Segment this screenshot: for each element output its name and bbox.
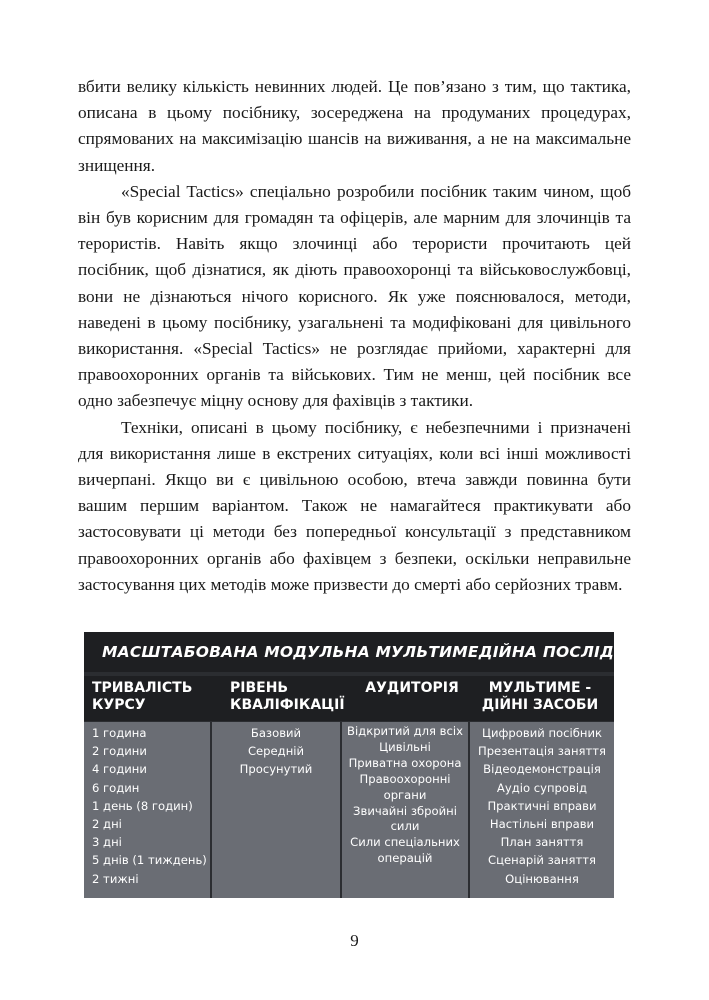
list-item: Презентація заняття xyxy=(477,744,607,759)
list-item: Відеодемонстрація xyxy=(483,762,601,777)
header-multimedia-tools: МУЛЬТИМЕ - ДІЙНІ ЗАСОБИ xyxy=(481,680,599,713)
list-item: Цивільні xyxy=(379,739,431,754)
list-item: Сценарій заняття xyxy=(488,853,596,868)
column-audience xyxy=(342,722,468,898)
header-audience: АУДИТОРІЯ xyxy=(365,680,459,696)
paragraph-2: «Special Tactics» спеціально розробили посібник таким чином, щоб він був корисним для громадян та офіцерів, але марним для злочинців та терористів. Навіть якщо злочинці або терористи прочитають цей посібник, щоб дізнатися, як діють правоохоронці та військовослужбовці, вони не дізнаються нічого корисного. Як уже пояснювалося, методи, наведені в цьому посібнику, узагальнені та модифіковані для цивільного використання. «Special Tactics» не розглядає прийоми, характерні для правоохоронних органів та військових. Тим не менш, цей посібник все одно забезпечує міцну основу для фахівців з тактики. xyxy=(78,181,631,411)
list-item: Сили спеціальних xyxy=(350,835,460,850)
list-item: 4 години xyxy=(92,762,147,777)
list-item: операцій xyxy=(377,851,433,866)
column-multimedia-tools xyxy=(470,722,614,898)
body-text xyxy=(78,74,631,598)
column-qualification-level xyxy=(212,722,340,898)
column-course-duration xyxy=(84,722,210,898)
list-item: 1 день (8 годин) xyxy=(92,798,193,813)
list-item: 2 дні xyxy=(92,817,122,832)
table-title: МАСШТАБОВАНА МОДУЛЬНА МУЛЬТИМЕДІЙНА ПОСЛІДОВНІСТЬ xyxy=(84,632,614,672)
list-item: Оцінювання xyxy=(505,871,579,886)
multimedia-sequence-table xyxy=(84,632,693,898)
list-item: 5 днів (1 тиждень) xyxy=(92,853,207,868)
list-item: 2 години xyxy=(92,744,147,759)
list-item: Практичні вправи xyxy=(487,798,597,813)
list-item: Середній xyxy=(247,744,305,759)
list-item: План заняття xyxy=(500,835,584,850)
paragraph-3: Техніки, описані в цьому посібнику, є небезпечними і призначені для використання лише в екстрених ситуаціях, коли всі інші можливості вичерпані. Якщо ви є цивільною особою, втеча завжди повинна бути вашим першим варіантом. Також не намагайтеся практикувати або застосовувати ці методи без попередньої консультації з представником правоохоронних органів або фахівцем з безпеки, оскільки неправильне застосування цих методів може призвести до смерті або серйозних травм. xyxy=(78,417,631,594)
table-header-row xyxy=(84,676,614,721)
list-item: 3 дні xyxy=(92,835,122,850)
list-item: 2 тижні xyxy=(92,871,139,886)
list-item: 6 годин xyxy=(92,780,140,795)
table-body xyxy=(84,722,614,898)
list-item: Просунутий xyxy=(239,762,313,777)
header-course-duration: ТРИВАЛІСТЬ КУРСУ xyxy=(92,680,193,713)
list-item: Відкритий для всіх xyxy=(347,724,463,738)
list-item: Настільні вправи xyxy=(489,817,595,832)
list-item: Базовий xyxy=(250,726,302,740)
list-item: сили xyxy=(390,819,420,834)
page-number: 9 xyxy=(350,931,359,950)
list-item: Аудіо супровід xyxy=(496,780,588,795)
header-qualification-level: РІВЕНЬ КВАЛІФІКАЦІЇ xyxy=(230,680,345,713)
list-item: 1 година xyxy=(92,726,147,740)
list-item: Цифровий посібник xyxy=(481,726,603,740)
paragraph-1: вбити велику кількість невинних людей. Це пов’язано з тим, що тактика, описана в цьому посібнику, зосереджена на продуманих процедурах, спрямованих на максимізацію шансів на виживання, а не на максимальне знищення. xyxy=(78,77,631,175)
list-item: органи xyxy=(383,787,427,802)
list-item: Приватна охорона xyxy=(348,755,462,770)
list-item: Правоохоронні xyxy=(359,771,451,786)
list-item: Звичайні збройні xyxy=(353,803,457,818)
